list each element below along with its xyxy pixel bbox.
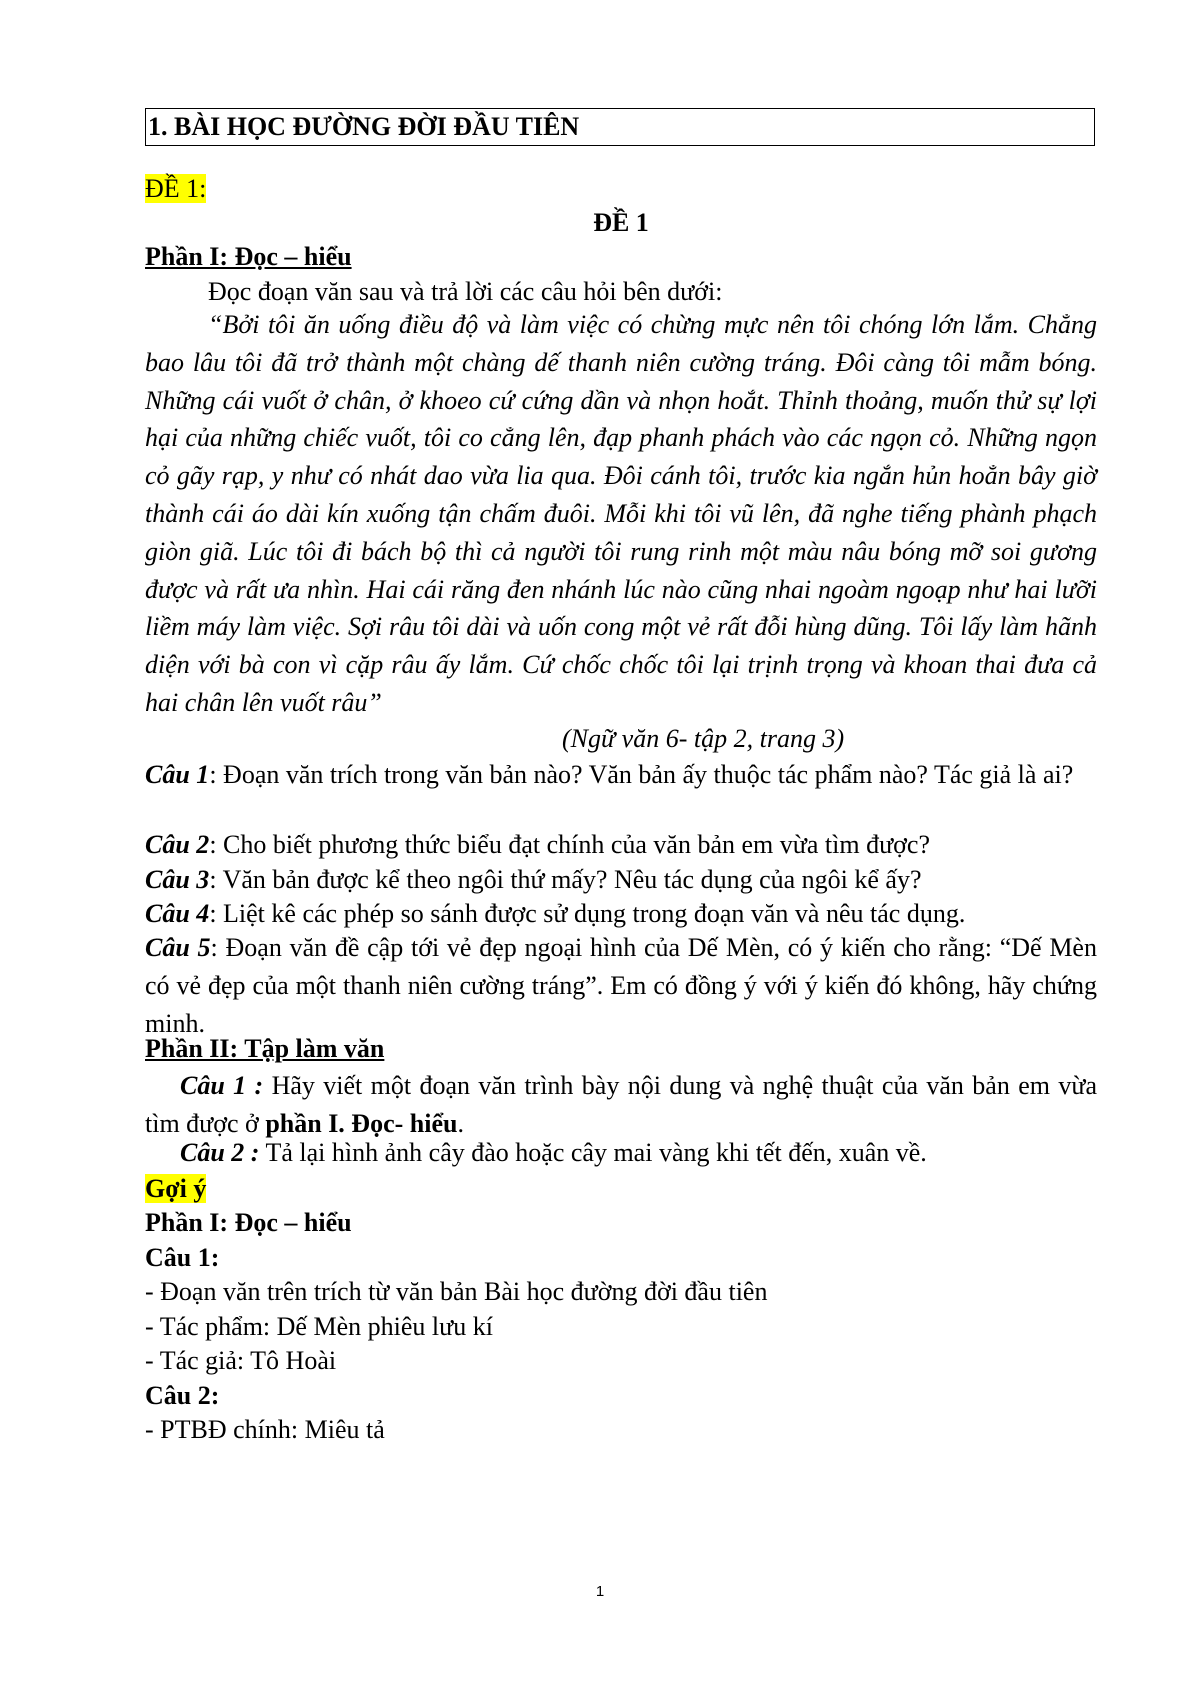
question-3 bbox=[145, 861, 1097, 899]
answer-q2-line: - PTBĐ chính: Miêu tả bbox=[145, 1415, 385, 1444]
answer-q1-line: - Tác giả: Tô Hoài bbox=[145, 1346, 337, 1375]
page-number: 1 bbox=[595, 1583, 605, 1600]
question-text: : Liệt kê các phép so sánh được sử dụng trong đoạn văn và nêu tác dụng. bbox=[209, 899, 966, 928]
question-4 bbox=[145, 895, 1097, 933]
part2-question-1: Câu 1 : Hãy viết một đoạn văn trình bày nội dung và nghệ thuật của văn bản em vừa tìm được ở phần I. Đọc- hiểu. bbox=[145, 1071, 1097, 1138]
question-text: : Đoạn văn trích trong văn bản nào? Văn bản ấy thuộc tác phẩm nào? Tác giả là ai? bbox=[209, 760, 1074, 789]
question-label: Câu 3 bbox=[145, 865, 210, 894]
answers-label: Gợi ý bbox=[145, 1174, 207, 1203]
question-text: : Văn bản được kể theo ngôi thứ mấy? Nêu tác dụng của ngôi kể ấy? bbox=[209, 865, 922, 894]
instruction-text: Đọc đoạn văn sau và trả lời các câu hỏi bên dưới: bbox=[208, 277, 723, 306]
answers-part1-heading: Phần I: Đọc – hiểu bbox=[145, 1208, 352, 1237]
answer-q1-line: - Đoạn văn trên trích từ văn bản Bài học đường đời đầu tiên bbox=[145, 1277, 768, 1306]
exam-center-title: ĐỀ 1 bbox=[593, 208, 649, 237]
question-text: : Đoạn văn đề cập tới vẻ đẹp ngoại hình của Dế Mèn, có ý kiến cho rằng: “Dế Mèn có vẻ đẹp của một thanh niên cường tráng”. Em có đồng ý với ý kiến đó không, hãy chứng minh. bbox=[145, 933, 1097, 1038]
answer-q2-label: Câu 2: bbox=[145, 1381, 220, 1410]
part2-heading: Phần II: Tập làm văn bbox=[145, 1034, 385, 1063]
passage-text: “Bởi tôi ăn uống điều độ và làm việc có chừng mực nên tôi chóng lớn lắm. Chẳng bao lâu tôi đã trở thành một chàng dế thanh niên cường tráng. Đôi càng tôi mẫm bóng. Những cái vuốt ở chân, ở khoeo cứ cứng dần và nhọn hoắt. Thỉnh thoảng, muốn thử sự lợi hại của những chiếc vuốt, tôi co cẳng lên, đạp phanh phách vào các ngọn cỏ. Những ngọn cỏ gãy rạp, y như có nhát dao vừa lia qua. Đôi cánh tôi, trước kia ngắn hủn hoẳn bây giờ thành cái áo dài kín xuống tận chấm đuôi. Mỗi khi tôi vũ lên, đã nghe tiếng phành phạch giòn giã. Lúc tôi đi bách bộ thì cả người tôi rung rinh một màu nâu bóng mỡ soi gương được và rất ưa nhìn. Hai cái răng đen nhánh lúc nào cũng nhai ngoàm ngoạp như hai lưỡi liềm máy làm việc. Sợi râu tôi dài và uốn cong một vẻ rất đỗi hùng dũng. Tôi lấy làm hãnh diện với bà con vì cặp râu ấy lắm. Cứ chốc chốc tôi lại trịnh trọng và khoan thai đưa cả hai chân lên vuốt râu” bbox=[145, 310, 1097, 717]
part2-question-2: Câu 2 : Tả lại hình ảnh cây đào hoặc cây mai vàng khi tết đến, xuân về. bbox=[180, 1138, 927, 1167]
answer-q1-label: Câu 1: bbox=[145, 1243, 220, 1272]
question-label: Câu 5 bbox=[145, 933, 211, 962]
answer-q1-line: - Tác phẩm: Dế Mèn phiêu lưu kí bbox=[145, 1312, 493, 1341]
part1-heading: Phần I: Đọc – hiểu bbox=[145, 242, 352, 271]
question-label: Câu 1 bbox=[145, 760, 210, 789]
question-text: : Cho biết phương thức biểu đạt chính của văn bản em vừa tìm được? bbox=[209, 830, 930, 859]
exam-label: ĐỀ 1: bbox=[145, 174, 207, 203]
question-5 bbox=[145, 929, 1097, 1042]
question-label: Câu 2 bbox=[145, 830, 210, 859]
lesson-title: 1. BÀI HỌC ĐƯỜNG ĐỜI ĐẦU TIÊN bbox=[145, 108, 1095, 146]
question-2 bbox=[145, 826, 1097, 864]
question-1 bbox=[145, 756, 1097, 794]
question-label: Câu 4 bbox=[145, 899, 210, 928]
passage-source: (Ngữ văn 6- tập 2, trang 3) bbox=[562, 724, 845, 753]
